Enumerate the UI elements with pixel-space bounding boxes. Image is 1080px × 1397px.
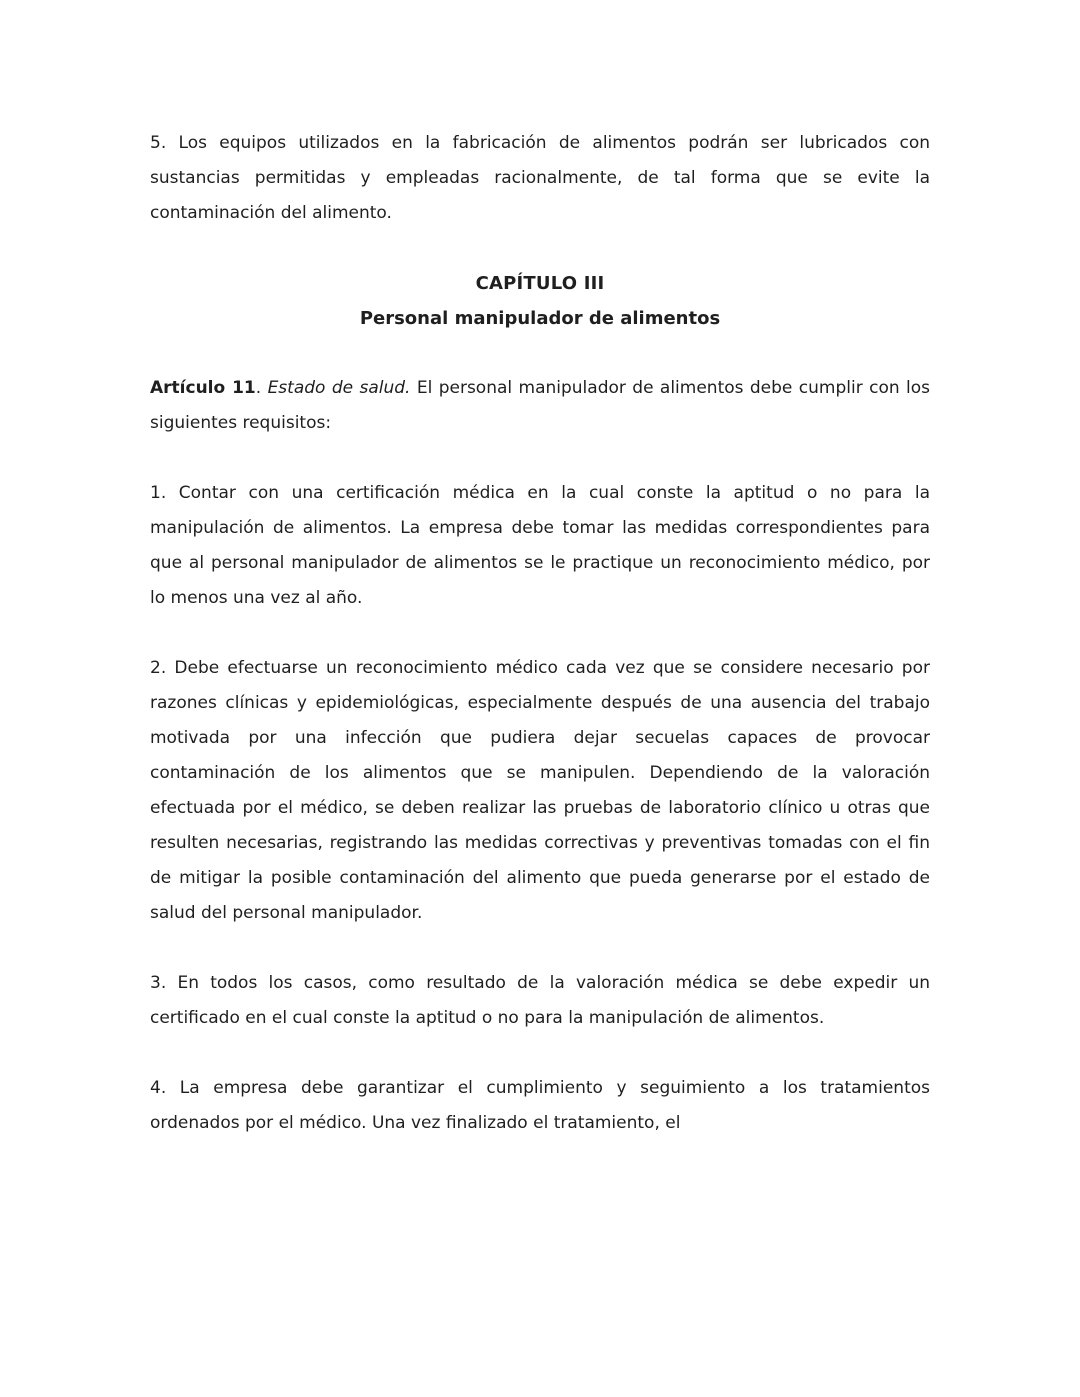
chapter-subtitle: Personal manipulador de alimentos xyxy=(359,308,721,329)
requirement-item-2: 2. Debe efectuarse un reconocimiento médico cada vez que se considere necesario por razones clínicas y epidemiológicas, especialmente después de una ausencia del trabajo motivada por una infección que pudiera dejar secuelas capaces de provocar contaminación de los alimentos que se manipulen. Dependiendo de la valoración efectuada por el médico, se deben realizar las pruebas de laboratorio clínico u otras que resulten necesarias, registrando las medidas correctivas y preventivas tomadas con el fin de mitigar la posible contaminación del alimento que pueda generarse por el estado de salud del personal manipulador. xyxy=(150,658,930,923)
requirement-item-1: 1. Contar con una certificación médica en la cual conste la aptitud o no para la manipulación de alimentos. La empresa debe tomar las medidas correspondientes para que al personal manipulador de alimentos se le practique un reconocimiento médico, por lo menos una vez al año. xyxy=(150,483,930,608)
article-text: El personal manipulador de alimentos debe cumplir con los siguientes requisitos: xyxy=(150,378,930,433)
requirement-item-4: 4. La empresa debe garantizar el cumplimiento y seguimiento a los tratamientos ordenados por el médico. Una vez finalizado el tratamiento, el xyxy=(150,1078,930,1133)
article-subject: Estado de salud. xyxy=(267,378,411,398)
article-separator: . xyxy=(255,378,268,398)
chapter-title: CAPÍTULO III xyxy=(475,273,605,294)
chapter-heading-block xyxy=(150,266,930,336)
article-11-paragraph xyxy=(150,371,930,441)
document-content xyxy=(150,126,930,1141)
paragraph-numbered-5: 5. Los equipos utilizados en la fabricación de alimentos podrán ser lubricados con sustancias permitidas y empleadas racionalmente, de tal forma que se evite la contaminación del alimento. xyxy=(150,133,930,223)
article-number: Artículo 11 xyxy=(150,378,256,398)
requirement-item-3: 3. En todos los casos, como resultado de la valoración médica se debe expedir un certificado en el cual conste la aptitud o no para la manipulación de alimentos. xyxy=(150,973,930,1028)
